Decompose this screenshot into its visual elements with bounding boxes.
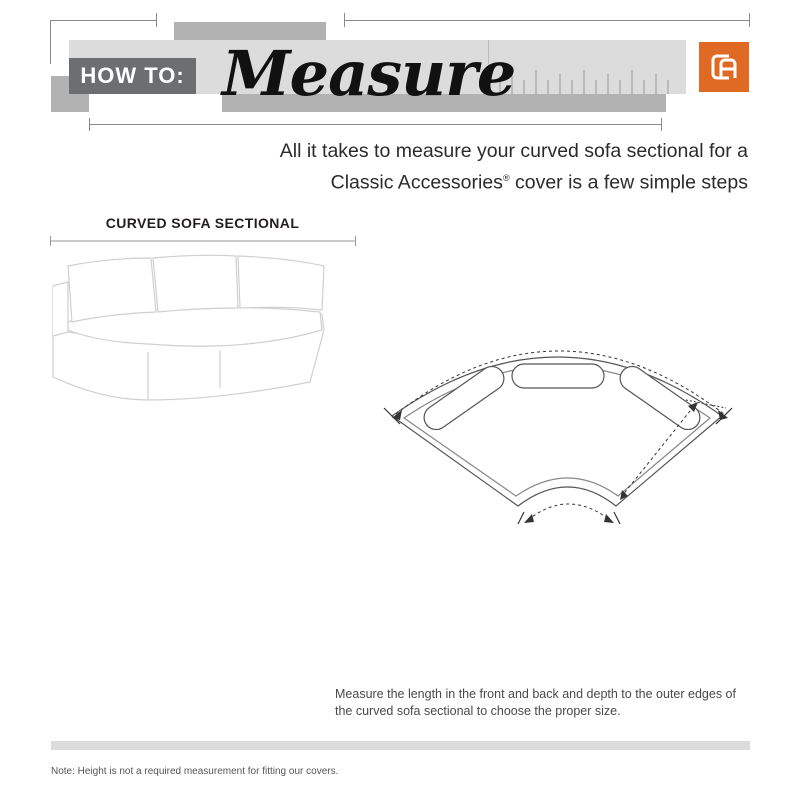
header-bottom-tick-left — [89, 118, 90, 131]
header-mid-tick — [156, 13, 157, 27]
registered-mark: ® — [502, 173, 510, 183]
brand-logo-icon — [707, 50, 741, 84]
intro-line-2 — [188, 165, 748, 197]
header-top-line-right — [344, 20, 750, 21]
howto-label: HOW TO: — [69, 58, 196, 94]
header-right-tick-left — [344, 13, 345, 27]
header-bottom-line — [89, 124, 661, 125]
intro-text — [188, 138, 748, 197]
measure-instruction: Measure the length in the front and back and depth to the outer edges of the curved sofa sectional to choose the proper size. — [335, 687, 736, 718]
section-title-rule — [50, 236, 356, 246]
sofa-perspective-illustration — [48, 252, 333, 404]
ruler-ticks — [488, 40, 686, 94]
top-cushion-right — [615, 362, 704, 434]
section-title: CURVED SOFA SECTIONAL — [105, 215, 300, 231]
sofa-left-end — [53, 282, 68, 336]
sofa-back-cushion-right — [238, 256, 324, 310]
footer-note: Note: Height is not a required measurement for fitting our covers. — [51, 766, 339, 777]
front-length-measure — [528, 504, 610, 520]
arrow-front-right — [604, 514, 614, 523]
brand-name: Classic Accessories — [330, 171, 503, 194]
header-right-tick — [749, 13, 750, 27]
header-left-tick — [50, 20, 51, 64]
brand-logo — [699, 42, 749, 92]
header-bottom-tick-right — [661, 118, 662, 131]
top-cushion-center — [512, 364, 604, 388]
intro-line-2-end: cover is a few simple steps — [509, 171, 748, 194]
sofa-back-cushion-left — [68, 258, 156, 322]
footer-divider — [51, 741, 750, 750]
arrow-front-left — [524, 514, 534, 523]
sofa-top-view-diagram — [378, 328, 750, 528]
header-top-line-left — [50, 20, 156, 21]
intro-line-1: All it takes to measure your curved sofa sectional for a — [279, 140, 748, 162]
sofa-back-cushion-center — [153, 255, 238, 312]
page-title: Measure — [222, 37, 516, 110]
